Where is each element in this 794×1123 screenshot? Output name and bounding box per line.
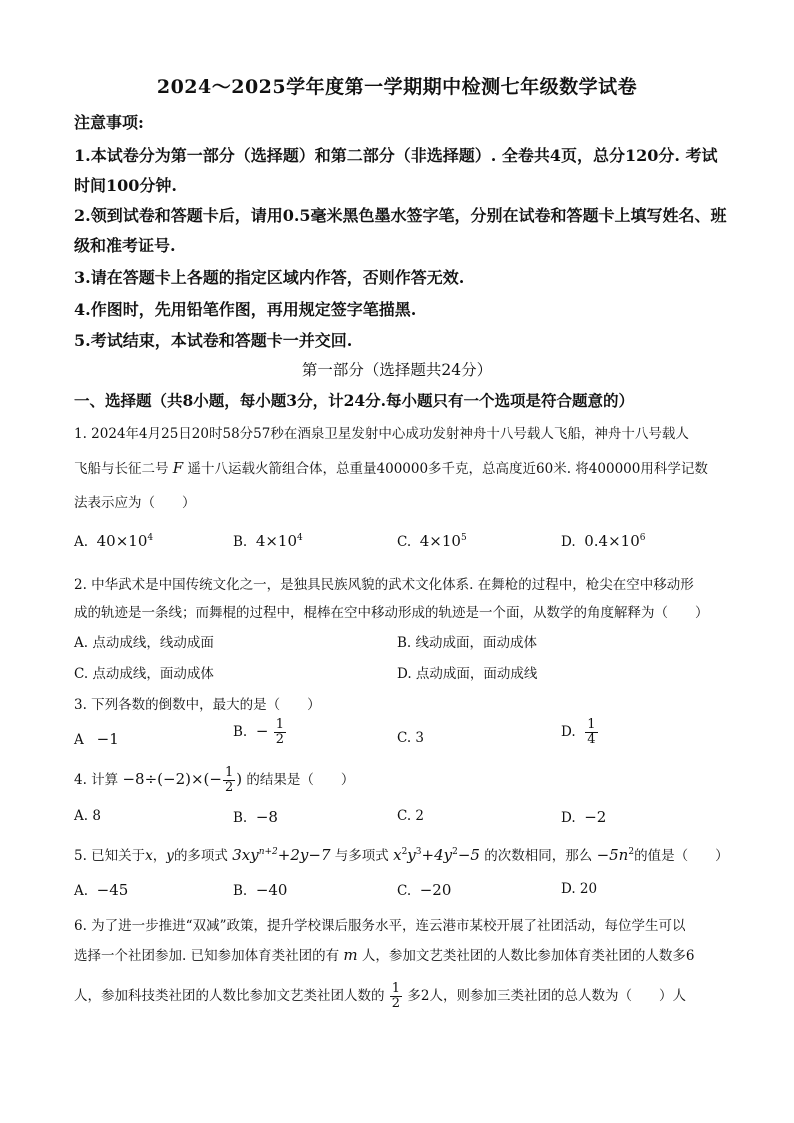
option-label: C. — [397, 883, 412, 899]
q6-stem-line-2 — [74, 944, 695, 964]
option-label: D. — [561, 724, 576, 740]
q4-option-c[interactable]: C. 2 — [397, 808, 425, 824]
option-label: A. — [74, 534, 89, 550]
q4-option-a[interactable]: A. 8 — [74, 808, 101, 824]
numerator: 1 — [391, 981, 401, 996]
option-label: C. — [397, 534, 412, 550]
exponent: n+2 — [258, 847, 278, 857]
note-4: 4.作图时，先用铅笔作图，再用规定签字笔描黑. — [74, 300, 417, 319]
variable-m: m — [343, 946, 358, 964]
q1-stem-line-2 — [74, 457, 708, 477]
q6-text-a: 选择一个社团参加. 已知参加体育类社团的有 — [74, 948, 340, 964]
option-value: −2 — [584, 808, 607, 826]
option-value: −40 — [255, 881, 288, 899]
q5-stem — [74, 844, 729, 864]
option-label: B. — [233, 883, 248, 899]
q1-stem-line-3: 法表示应为（ ） — [74, 495, 196, 511]
q5-option-b[interactable] — [233, 881, 287, 899]
q4-close-paren: ) — [236, 770, 243, 788]
option-label: D. — [561, 534, 576, 550]
q5-option-c[interactable] — [397, 881, 451, 899]
q2-option-a[interactable]: A. 点动成线，线动成面 — [74, 635, 214, 651]
q6-stem-line-3 — [74, 982, 686, 1011]
denominator: 2 — [275, 732, 284, 747]
section-one-title: 一、选择题（共8小题，每小题3分，计24分.每小题只有一个选项是符合题意的） — [74, 391, 635, 410]
option-value: −20 — [419, 881, 452, 899]
q1-option-c[interactable] — [397, 532, 467, 550]
notes-heading: 注意事项: — [74, 113, 144, 132]
note-1: 1.本试卷分为第一部分（选择题）和第二部分（非选择题）. 全卷共4页，总分120分. 考试 — [74, 146, 718, 165]
q1-option-d[interactable] — [561, 532, 645, 550]
q5-text-b: 的多项式 — [173, 848, 228, 864]
q1-text-b: 遥十八运载火箭组合体，总重量400000多千克，总高度近60米. 将400000用科学记数 — [187, 461, 708, 477]
q2-stem-line-2: 成的轨迹是一条线；而舞棍的过程中，棍棒在空中移动形成的轨迹是一个面，从数学的角度解释为（ ） — [74, 605, 709, 621]
q4-option-d[interactable] — [561, 808, 606, 826]
fraction — [585, 718, 597, 747]
option-label: A. — [74, 883, 89, 899]
exponent: 6 — [639, 533, 646, 543]
q3-option-b[interactable] — [233, 718, 287, 747]
option-value: −8 — [255, 808, 278, 826]
note-5: 5.考试结束，本试卷和答题卡一并交回. — [74, 331, 353, 350]
fraction — [390, 982, 402, 1011]
q3-option-c[interactable]: C. 3 — [397, 730, 425, 746]
option-label: B. — [233, 810, 248, 826]
q5-text-a: 5. 已知关于 — [74, 848, 146, 864]
denominator: 2 — [224, 780, 234, 795]
option-value: 40×10 — [96, 532, 148, 550]
option-label: B. — [233, 534, 248, 550]
q5-polynomial-2-const: −5 — [457, 846, 480, 864]
q5-text-e: 的值是（ ） — [634, 848, 729, 864]
denominator: 2 — [391, 996, 401, 1011]
q5-target-expression: −5n — [596, 846, 629, 864]
q3-option-a[interactable] — [74, 730, 119, 748]
q4-expression: −8÷(−2)×(− — [122, 770, 222, 788]
q6-text-d: 多2人，则参加三类社团的总人数为（ ）人 — [407, 988, 686, 1004]
q4-text-b: 的结果是（ ） — [246, 772, 355, 788]
q5-polynomial-2-y: y — [407, 846, 416, 864]
q4-stem — [74, 766, 354, 795]
q1-option-a[interactable] — [74, 532, 153, 550]
q1-option-b[interactable] — [233, 532, 303, 550]
exponent: 3 — [415, 847, 422, 857]
q3-option-d[interactable] — [561, 718, 599, 747]
exponent: 2 — [452, 847, 458, 857]
q6-text-b: 人，参加文艺类社团的人数比参加体育类社团的人数多6 — [361, 948, 695, 964]
q2-option-b[interactable]: B. 线动成面，面动成体 — [397, 635, 538, 651]
numerator: 1 — [224, 765, 234, 780]
q6-text-c: 人，参加科技类社团的人数比参加文艺类社团人数的 — [74, 988, 385, 1004]
page-title: 2024～2025学年度第一学期期中检测七年级数学试卷 — [156, 76, 638, 98]
option-label: B. — [233, 724, 248, 740]
exponent: 4 — [147, 533, 154, 543]
note-2: 2.领到试卷和答题卡后，请用0.5毫米黑色墨水签字笔，分别在试卷和答题卡上填写姓名、班 — [74, 206, 727, 225]
q5-option-d[interactable]: D. 20 — [561, 881, 598, 897]
q4-option-b[interactable] — [233, 808, 278, 826]
exponent: 5 — [460, 533, 467, 543]
option-value: 4×10 — [419, 532, 461, 550]
option-value: −45 — [96, 881, 129, 899]
option-value: 4×10 — [255, 532, 298, 550]
q5-polynomial-2-term: +4y — [421, 846, 453, 864]
option-label: A — [74, 732, 84, 748]
numerator: 1 — [275, 717, 284, 732]
q5-text-d: 的次数相同，那么 — [484, 848, 593, 864]
q3-stem: 3. 下列各数的倒数中，最大的是（ ） — [74, 697, 321, 713]
exponent: 2 — [628, 847, 635, 857]
minus-sign: − — [255, 722, 269, 740]
q2-option-d[interactable]: D. 点动成面，面动成线 — [397, 666, 538, 682]
denominator: 4 — [587, 732, 596, 747]
q6-stem-line-1: 6. 为了进一步推进“双减”政策，提升学校课后服务水平，连云港市某校开展了社团活动，每位学生可以 — [74, 918, 686, 934]
numerator: 1 — [587, 717, 596, 732]
q1-variable-f: F — [172, 459, 184, 477]
option-value: 0.4×10 — [584, 532, 640, 550]
q5-text-c: 与多项式 — [334, 848, 389, 864]
note-1-continued: 时间100分钟. — [74, 176, 177, 195]
q5-polynomial-1: 3xy — [232, 846, 259, 864]
q4-text-a: 4. 计算 — [74, 772, 119, 788]
q5-polynomial-2: x — [393, 846, 402, 864]
part-one-title: 第一部分（选择题共24分） — [301, 361, 493, 379]
option-label: D. — [561, 810, 576, 826]
q2-option-c[interactable]: C. 点动成线，面动成体 — [74, 666, 214, 682]
exponent: 2 — [401, 847, 408, 857]
q1-text-a: 飞船与长征二号 — [74, 461, 169, 477]
note-2-continued: 级和准考证号. — [74, 236, 176, 255]
exponent: 4 — [297, 533, 303, 543]
q5-polynomial-1-rest: +2y−7 — [277, 846, 331, 864]
q5-comma: ， — [152, 848, 167, 864]
q2-stem-line-1: 2. 中华武术是中国传统文化之一，是独具民族风貌的武术文化体系. 在舞枪的过程中，枪尖在空中移动形 — [74, 577, 694, 593]
variable-x: x — [145, 848, 153, 864]
fraction — [223, 766, 235, 795]
variable-y: y — [166, 848, 174, 864]
option-value: −1 — [96, 730, 119, 748]
q5-option-a[interactable] — [74, 881, 128, 899]
q1-stem-line-1: 1. 2024年4月25日20时58分57秒在酒泉卫星发射中心成功发射神舟十八号载人飞船，神舟十八号载人 — [74, 426, 689, 442]
fraction — [274, 718, 286, 747]
note-3: 3.请在答题卡上各题的指定区域内作答，否则作答无效. — [74, 268, 465, 287]
